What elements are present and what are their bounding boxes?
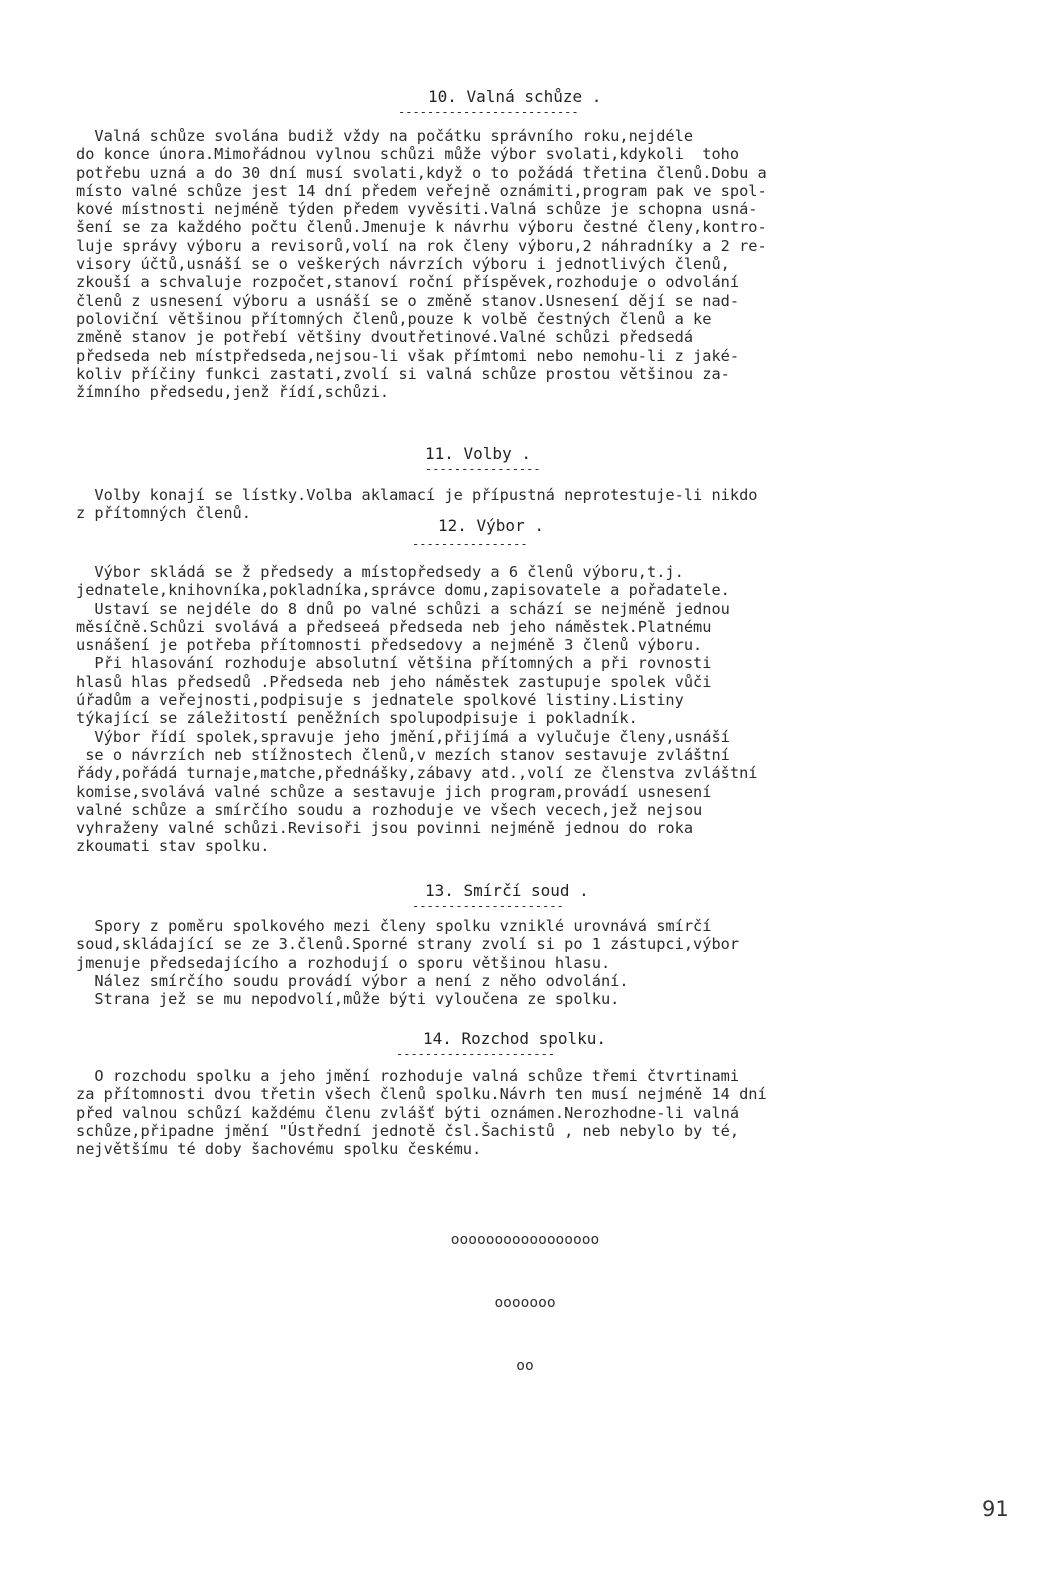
section-underline-13: --------------------- (412, 900, 564, 912)
text-line: usnášení je potřeba přítomnosti předsedovy a nejméně 3 členů výboru. (76, 636, 703, 655)
text-line: Ustaví se nejdéle do 8 dnů po valné schůzi a schází se nejméně jednou (76, 599, 730, 618)
text-line: vyhraženy valné schůzi.Revisoři jsou povinni nejméně jednou do roka (76, 819, 694, 838)
section-underline-12: ---------------- (412, 538, 528, 550)
text-line: týkající se záležitostí peněžních spolupodpisuje i pokladník. (76, 709, 638, 728)
text-line: valné schůze a smírčího soudu a rozhoduje ve všech vecech,jež nejsou (76, 800, 703, 819)
text-line: se o návrzích neb stížnostech členů,v mezích stanov sestavuje zvláštní (76, 745, 730, 764)
text-line: před valnou schůzí každému členu zvlášť býti oznámen.Nerozhodne-li valná (76, 1103, 740, 1122)
text-line: soud,skládající se ze 3.členů.Sporné strany zvolí si po 1 zástupci,výbor (76, 935, 740, 954)
section-underline-14: ---------------------- (396, 1048, 555, 1060)
text-line: měsíčně.Schůzi svolává a předseeá předseda neb jeho náměstek.Platnému (76, 617, 712, 636)
text-line: úřadům a veřejnosti,podpisuje s jednatele spolkové listiny.Listiny (76, 691, 684, 710)
text-line: změně stanov je potřebí většiny dvoutřetinové.Valné schůzi předsedá (76, 328, 694, 347)
closing-ornament (380, 1188, 670, 1419)
section-underline-11: ---------------- (425, 463, 541, 475)
text-line: potřebu uzná a do 30 dní musí svolati,když o to požádá třetina členů.Dobu a (76, 163, 767, 182)
text-line: poloviční většinou přítomných členů,pouze k volbě čestných členů a ke (76, 309, 712, 328)
ornament-line: oo (516, 1358, 534, 1374)
text-line: Strana jež se mu nepodvolí,může býti vyloučena ze spolku. (76, 990, 620, 1009)
section-underline-10: ------------------------- (398, 106, 579, 118)
text-line: komise,svolává valné schůze a sestavuje jich program,provádí usnesení (76, 782, 712, 801)
text-line: Spory z poměru spolkového mezi členy spolku vzniklé urovnává smírčí (76, 917, 712, 935)
text-line: členů z usnesení výboru a usnáší se o změně stanov.Usnesení dějí se nad- (76, 291, 740, 310)
text-line: řády,pořádá turnaje,matche,přednášky,zábavy atd.,volí ze členstva zvláštní (76, 764, 758, 783)
text-line: do konce února.Mimořádnou vylnou schůzi může výbor svolati,kdykoli toho (76, 145, 740, 164)
text-line: Volby konají se lístky.Volba aklamací je přípustná neprotestuje-li nikdo (76, 486, 758, 504)
text-line: hlasů hlas předsedů .Předseda neb jeho náměstek zastupuje spolek vůči (76, 672, 712, 691)
text-line: zkoumati stav spolku. (76, 837, 270, 856)
text-line: visory účtů,usnáší se o veškerých návrzích výboru i jednotlivých členů, (76, 255, 730, 274)
text-line: Nález smírčího soudu provádí výbor a není z něho odvolání. (76, 971, 629, 990)
text-line: šení se za každého počtu členů.Jmenuje k návrhu výboru čestné členy,kontro- (76, 218, 767, 237)
text-line: největšímu té doby šachovému spolku českému. (76, 1140, 482, 1159)
section-text-10 (76, 127, 996, 401)
text-line: kové místnosti nejméně týden předem vyvěsiti.Valná schůze je schopna usná- (76, 200, 758, 219)
section-text-12 (76, 563, 996, 856)
section-text-13 (76, 917, 996, 1008)
section-heading-10: 10. Valná schůze . (428, 87, 602, 106)
text-line: žímního předsedu,jenž řídí,schůzi. (76, 383, 390, 402)
section-heading-12: 12. Výbor . (438, 516, 544, 535)
section-heading-13: 13. Smírčí soud . (425, 881, 589, 900)
section-heading-11: 11. Volby . (425, 444, 531, 463)
ornament-line: ooooooooooooooooo (450, 1232, 600, 1248)
text-line: za přítomnosti dvou třetin všech členů spolku.Návrh ten musí nejméně 14 dní (76, 1085, 767, 1104)
text-line: O rozchodu spolku a jeho jmění rozhoduje valná schůze třemi čtvrtinami (76, 1067, 740, 1085)
text-line: Výbor řídí spolek,spravuje jeho jmění,přijímá a vylučuje členy,usnáší (76, 727, 730, 746)
text-line: Valná schůze svolána budiž vždy na počátku správního roku,nejdéle (76, 127, 694, 145)
text-line: jmenuje předsedajícího a rozhodují o sporu většinou hlasu. (76, 953, 611, 972)
text-line: jednatele,knihovníka,pokladníka,správce domu,zapisovatele a pořadatele. (76, 581, 730, 600)
ornament-line: ooooooo (494, 1295, 556, 1311)
text-line: schůze,připadne jmění "Ústřední jednotě čsl.Šachistů , neb nebylo by té, (76, 1121, 740, 1140)
page-number: 91 (982, 1497, 1009, 1521)
text-line: místo valné schůze jest 14 dní předem veřejně oznámiti,program pak ve spol- (76, 181, 767, 200)
text-line: zkouší a schvaluje rozpočet,stanoví roční příspěvek,rozhoduje o odvolání (76, 273, 740, 292)
text-line: Při hlasování rozhoduje absolutní většina přítomných a při rovnosti (76, 654, 712, 673)
text-line: luje správy výboru a revisorů,volí na rok členy výboru,2 náhradníky a 2 re- (76, 236, 767, 255)
text-line: z přítomných členů. (76, 504, 251, 523)
text-line: koliv příčiny funkci zastati,zvolí si valná schůze prostou většinou za- (76, 364, 730, 383)
section-text-14 (76, 1067, 996, 1158)
text-line: předseda neb místpředseda,nejsou-li však přímtomi nebo nemohu-li z jaké- (76, 346, 740, 365)
section-heading-14: 14. Rozchod spolku. (423, 1029, 607, 1048)
text-line: Výbor skládá se ž předsedy a místopředsedy a 6 členů výboru,t.j. (76, 563, 684, 581)
